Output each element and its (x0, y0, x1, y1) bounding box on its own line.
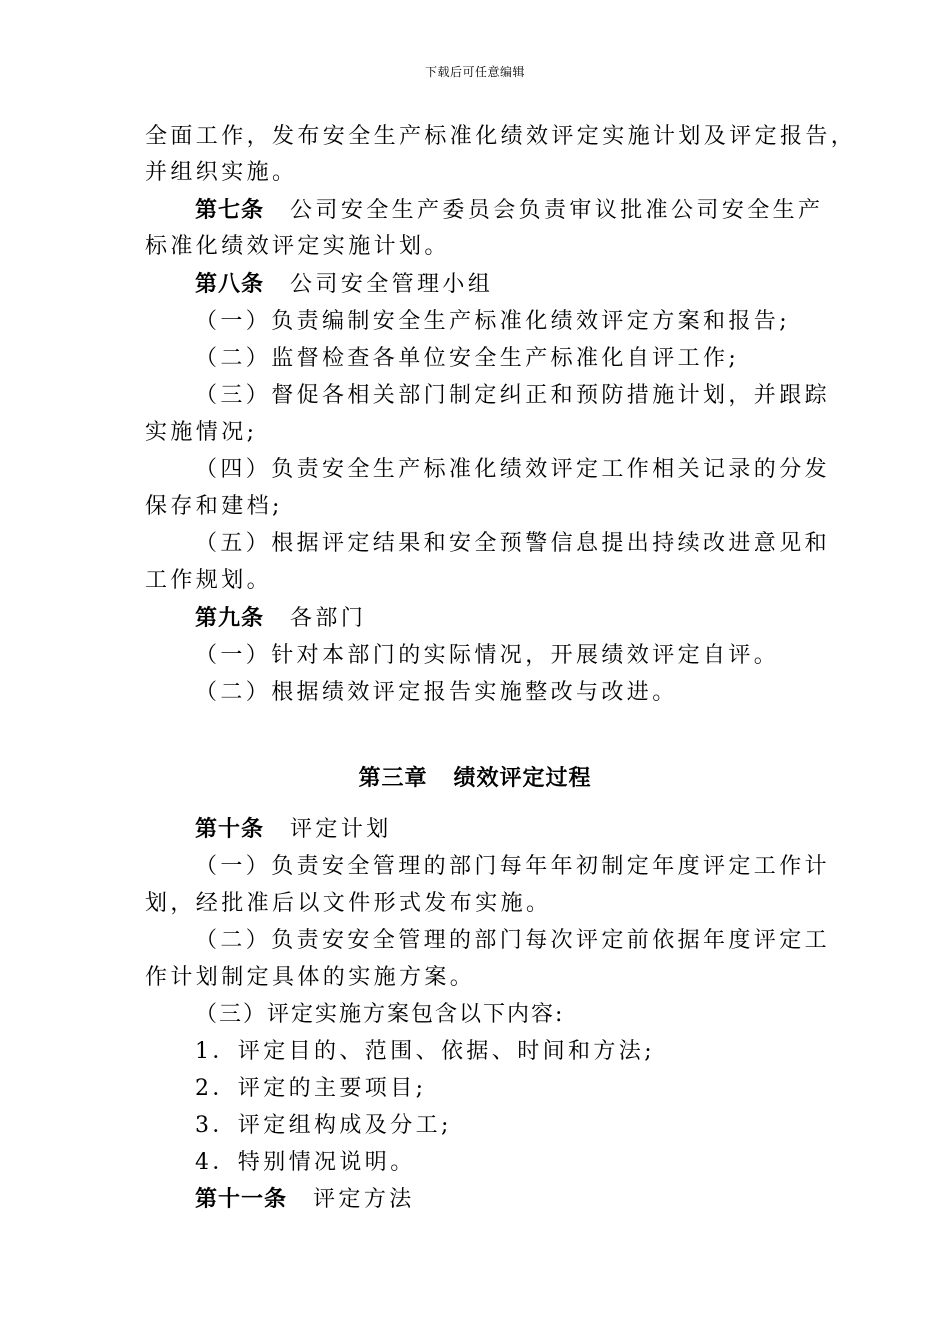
article-text: 公司安全生产委员会负责审议批准公司安全生产 (290, 198, 824, 223)
list-item: 3．评定组构成及分工; (195, 1113, 452, 1138)
article-text: 各部门 (290, 606, 367, 631)
article-8 (195, 270, 493, 300)
text-line: 并组织实施。 (145, 160, 298, 185)
text-line: （三）评定实施方案包含以下内容: (195, 1002, 565, 1027)
article-text: 评定方法 (313, 1187, 415, 1212)
text-line: （一）针对本部门的实际情况，开展绩效评定自评。 (195, 643, 780, 668)
chapter-number: 第三章 (358, 766, 428, 791)
text-line: （五）根据评定结果和安全预警信息提出持续改进意见和 (195, 531, 831, 556)
text-line: 标准化绩效评定实施计划。 (145, 234, 450, 259)
article-title: 第八条 (195, 272, 265, 297)
text-line: （三）督促各相关部门制定纠正和预防措施计划，并跟踪 (195, 383, 831, 408)
text-line: （一）负责安全管理的部门每年年初制定年度评定工作计 (195, 854, 831, 879)
chapter-heading (0, 764, 950, 794)
text-line: （二）根据绩效评定报告实施整改与改进。 (195, 680, 678, 705)
text-line: （二）负责安安全管理的部门每次评定前依据年度评定工 (195, 928, 831, 953)
text-line: （一）负责编制安全生产标准化绩效评定方案和报告; (195, 309, 791, 334)
article-text: 评定计划 (290, 817, 392, 842)
text-line: 实施情况; (145, 420, 258, 445)
article-9 (195, 604, 366, 634)
text-line: 保存和建档; (145, 494, 283, 519)
text-line: （四）负责安全生产标准化绩效评定工作相关记录的分发 (195, 457, 831, 482)
text-line: 工作规划。 (145, 568, 273, 593)
article-title: 第十条 (195, 817, 265, 842)
article-text: 公司安全管理小组 (290, 272, 494, 297)
article-title: 第七条 (195, 198, 265, 223)
text-line: 作计划制定具体的实施方案。 (145, 965, 476, 990)
article-10 (195, 815, 392, 845)
text-line: （二）监督检查各单位安全生产标准化自评工作; (195, 346, 740, 371)
article-title: 第九条 (195, 606, 265, 631)
chapter-name: 绩效评定过程 (453, 766, 592, 791)
page-header: 下载后可任意编辑 (424, 65, 525, 79)
article-11 (195, 1185, 415, 1215)
article-title: 第十一条 (195, 1187, 288, 1212)
article-7 (195, 196, 823, 226)
list-item: 2．评定的主要项目; (195, 1076, 427, 1101)
text-line: 全面工作，发布安全生产标准化绩效评定实施计划及评定报告， (145, 124, 857, 149)
text-line: 划，经批准后以文件形式发布实施。 (145, 891, 552, 916)
list-item: 1．评定目的、范围、依据、时间和方法; (195, 1039, 656, 1064)
list-item: 4．特别情况说明。 (195, 1150, 416, 1175)
